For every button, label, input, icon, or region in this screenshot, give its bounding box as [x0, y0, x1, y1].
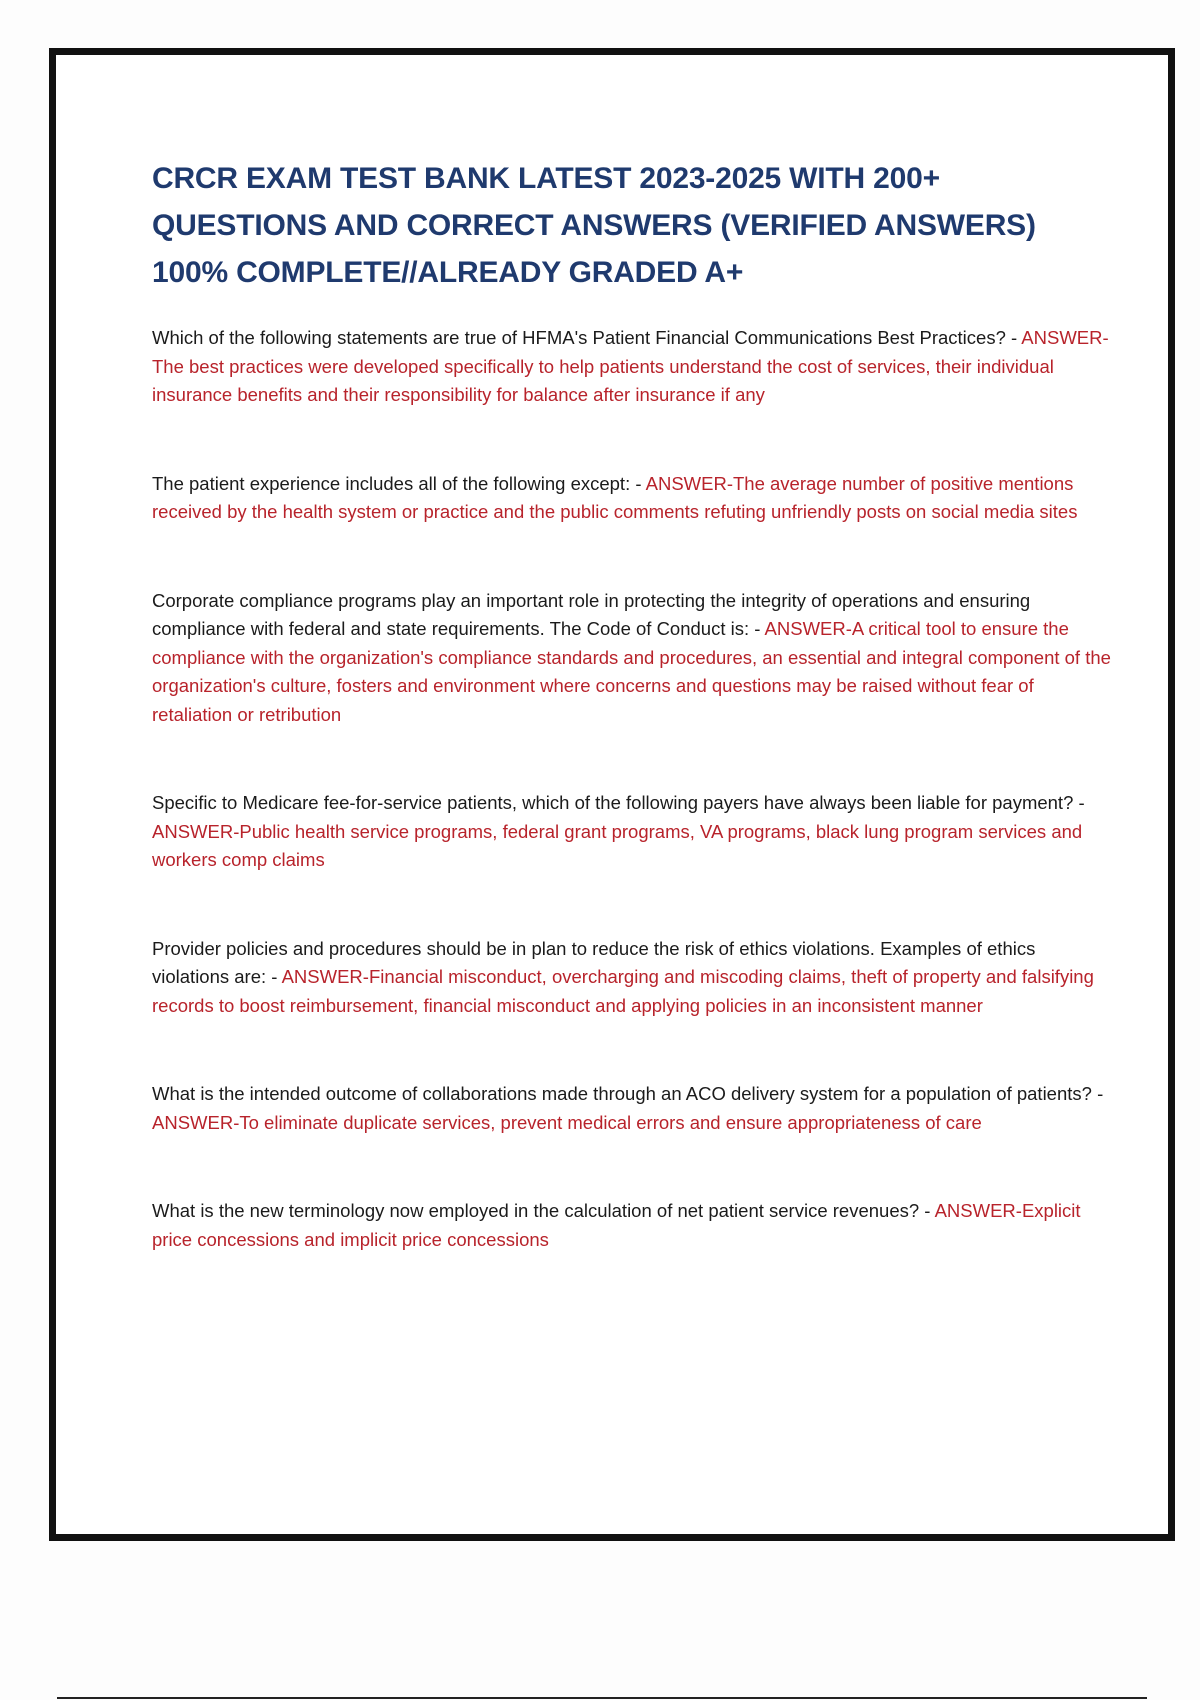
- answer-text: ANSWER-The average number of positive mentions received by the health system or practice and the public comments refuting unfriendly posts on social media sites: [152, 472, 1078, 522]
- qa-list: [152, 324, 1112, 1254]
- question-text: Corporate compliance programs play an important role in protecting the integrity of operations and ensuring compliance with federal and state requirements. The Code of Conduct is:: [152, 589, 1031, 639]
- answer-text: ANSWER-To eliminate duplicate services, prevent medical errors and ensure appropriateness of care: [152, 1111, 982, 1133]
- qa-item: [152, 1080, 1112, 1137]
- answer-text: ANSWER-A critical tool to ensure the compliance with the organization's compliance standards and procedures, an essential and integral component of the organization's culture, fosters and environment where concerns and questions may be raised without fear of retaliation or retribution: [152, 618, 1111, 725]
- answer-separator: -: [266, 966, 282, 987]
- document-page-frame: [49, 48, 1175, 1541]
- qa-item: [152, 789, 1112, 875]
- qa-item: [152, 587, 1112, 730]
- question-text: Which of the following statements are true of HFMA's Patient Financial Communications Best Practices?: [152, 327, 1006, 348]
- question-text: What is the new terminology now employed in the calculation of net patient service revenues?: [152, 1200, 920, 1221]
- document-title: CRCR EXAM TEST BANK LATEST 2023-2025 WITH 200+ QUESTIONS AND CORRECT ANSWERS (VERIFIED ANSWERS) 100% COMPLETE//ALREADY GRADED A+: [152, 162, 1036, 289]
- qa-item: [152, 324, 1112, 410]
- qa-item: [152, 470, 1112, 527]
- document-content: [152, 155, 1112, 1314]
- question-text: Specific to Medicare fee-for-service patients, which of the following payers have always been liable for payment?: [152, 792, 1074, 813]
- answer-separator: -: [1005, 327, 1022, 348]
- answer-separator: -: [1073, 792, 1085, 813]
- bottom-divider: [57, 1697, 1147, 1699]
- question-text: Provider policies and procedures should be in plan to reduce the risk of ethics violations. Examples of ethics violations are:: [152, 937, 1036, 987]
- qa-item: [152, 935, 1112, 1021]
- answer-separator: -: [749, 618, 765, 639]
- answer-text: ANSWER-Public health service programs, federal grant programs, VA programs, black lung program services and workers comp claims: [152, 820, 1083, 870]
- answer-separator: -: [1091, 1083, 1104, 1104]
- answer-text: ANSWER-Explicit price concessions and implicit price concessions: [152, 1200, 1081, 1250]
- qa-item: [152, 1197, 1112, 1254]
- answer-text: ANSWER-The best practices were developed specifically to help patients understand the cost of services, their individual insurance benefits and their responsibility for balance after insurance if any: [152, 327, 1109, 405]
- question-text: What is the intended outcome of collaborations made through an ACO delivery system for a population of patients?: [152, 1083, 1092, 1104]
- answer-separator: -: [630, 472, 646, 494]
- question-text: The patient experience includes all of the following except:: [152, 472, 631, 494]
- answer-separator: -: [919, 1200, 935, 1221]
- answer-text: ANSWER-Financial misconduct, overcharging and miscoding claims, theft of property and falsifying records to boost reimbursement, financial misconduct and applying policies in an inconsistent manner: [152, 966, 1094, 1016]
